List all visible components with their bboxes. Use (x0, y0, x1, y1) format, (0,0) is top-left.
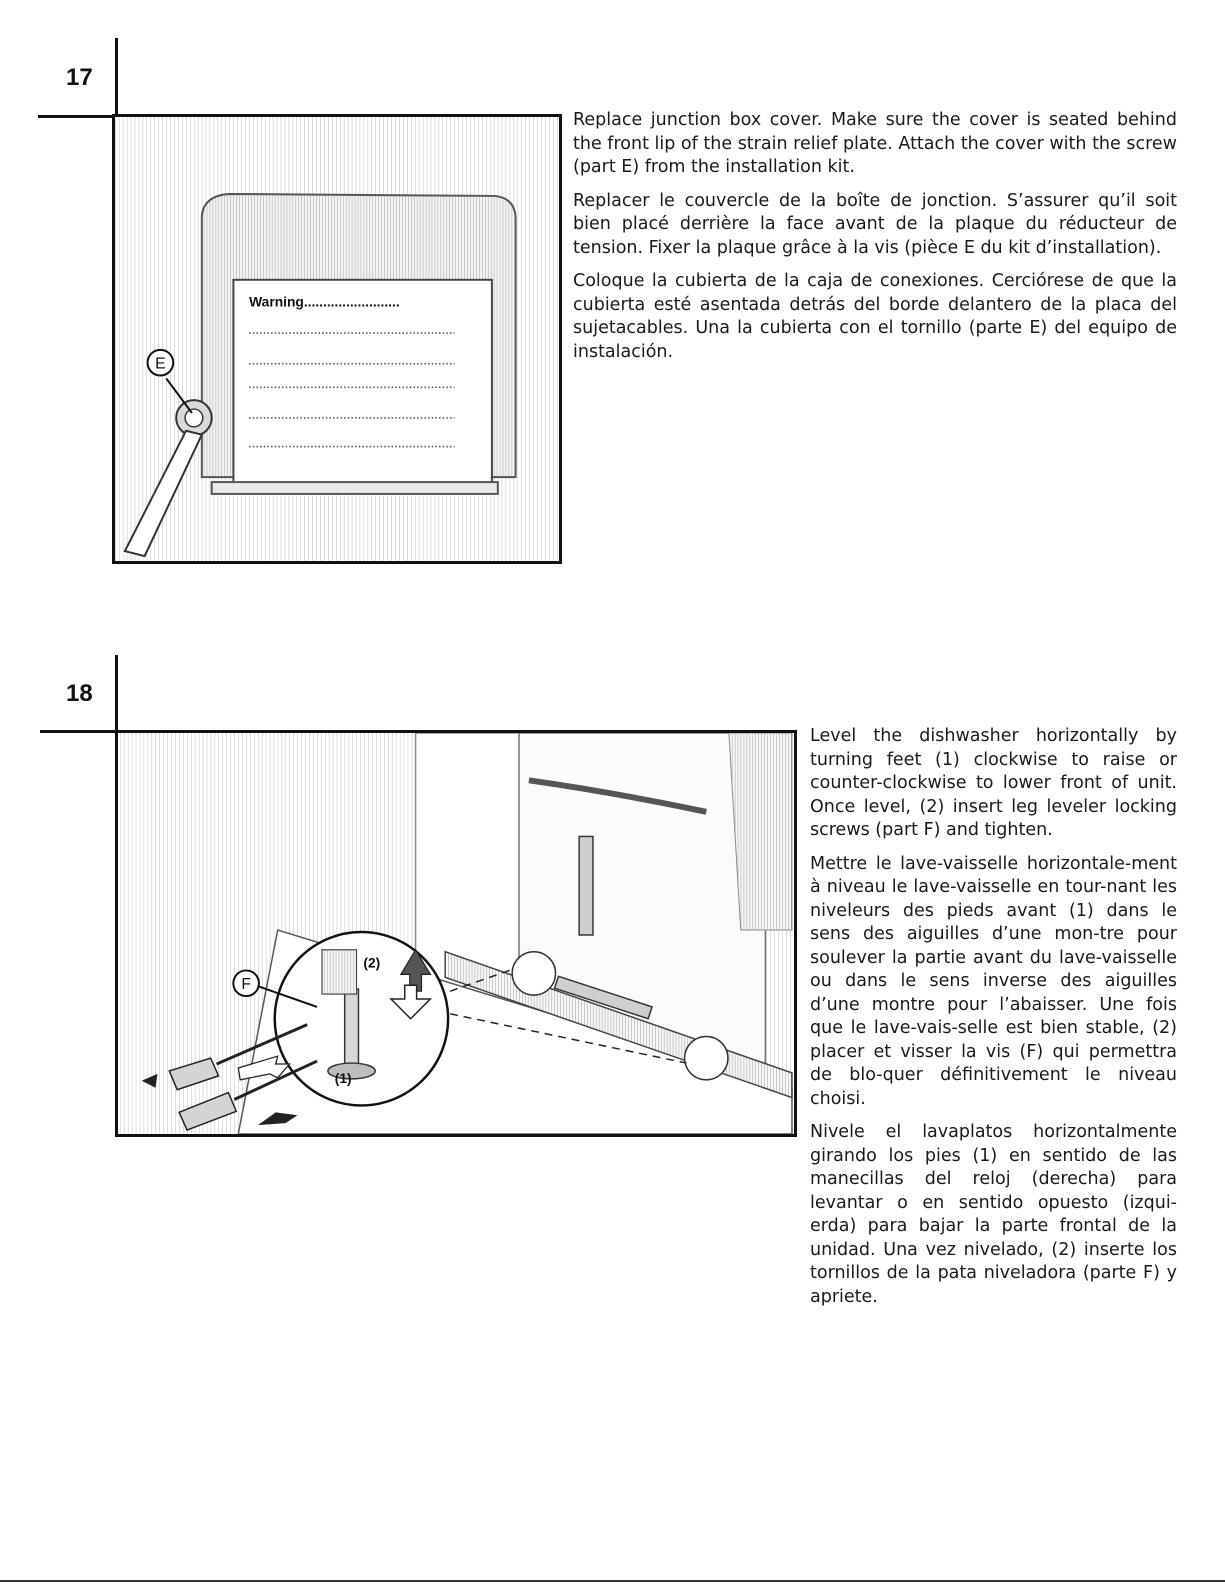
step-17-horizontal-rule (38, 115, 118, 118)
step-17-text (573, 109, 1177, 374)
step-18-text (810, 725, 1177, 1319)
leveling-leg (345, 989, 359, 1068)
step-17-paragraph-es: Coloque la cubierta de la caja de conexiones. Cerciórese de que la cubierta esté asentada detrás del borde delantero de la placa del sujetacables. Una la cubierta con el tornillo (parte E) del equipo de instalación. (573, 271, 1177, 362)
step-17-vertical-rule (115, 38, 118, 118)
step-18-number: 18 (66, 680, 93, 707)
step-18-paragraph-es: Nivele el lavaplatos horizontalmente girando los pies (1) en sentido de las manecillas del reloj (derecha) para levantar o en sentido opuesto (izqui-erda) para bajar la parte frontal de la unidad. Una vez nivelado, (2) inserte los tornillos de la pata niveladora (parte F) y apriete. (810, 1122, 1177, 1307)
callout-f-label: F (241, 976, 251, 994)
label-step-2: (2) (363, 955, 381, 971)
callout-e-label: E (155, 355, 166, 373)
step-18-illustration (115, 730, 797, 1137)
step-18-paragraph-fr: Mettre le lave-vaisselle horizontale-ment à niveau le lave-vaisselle en tour-nant les niveleurs des pieds avant (1) dans le sens des aiguilles d’une mon-tre pour soulever la partie avant du lave-vaisselle ou dans le sens inverse des aiguilles d’une montre pour l’abaisser. Une fois que le lave-vais-selle est bien stable, (2) placer et visser la vis (F) qui permettra de blo-quer définitivement le niveau choisi. (810, 853, 1177, 1109)
junction-box-cover (233, 280, 492, 487)
front-foot-detail-left (512, 952, 555, 995)
step-18-paragraph-en: Level the dishwasher horizontally by turning feet (1) clockwise to raise or counter-clockwise to lower front of unit. Once level, (2) insert leg leveler locking screws (part F) and tighten. (810, 726, 1177, 840)
step-17-paragraph-en: Replace junction box cover. Make sure the cover is seated behind the front lip of the strain relief plate. Attach the cover with the screw (part E) from the installation kit. (573, 110, 1177, 177)
step-18-horizontal-rule (40, 730, 118, 733)
zoom-detail-circle (275, 932, 448, 1105)
strain-relief-lip (212, 482, 498, 494)
front-foot-detail-right (685, 1036, 728, 1079)
warning-label: Warning......................... (249, 293, 400, 310)
step-18-vertical-rule (115, 655, 118, 735)
page-bottom-rule (0, 1580, 1225, 1582)
step-17-paragraph-fr: Replacer le couvercle de la boîte de jonction. S’assurer qu’il soit bien placé derrière la face avant de la plaque du réducteur de tension. Fixer la plaque grâce à la vis (pièce E du kit d’installation). (573, 190, 1177, 258)
spirit-level-vertical (579, 836, 593, 935)
step-17-number: 17 (66, 64, 93, 91)
step-17-illustration (112, 114, 562, 564)
label-step-1: (1) (334, 1070, 352, 1086)
